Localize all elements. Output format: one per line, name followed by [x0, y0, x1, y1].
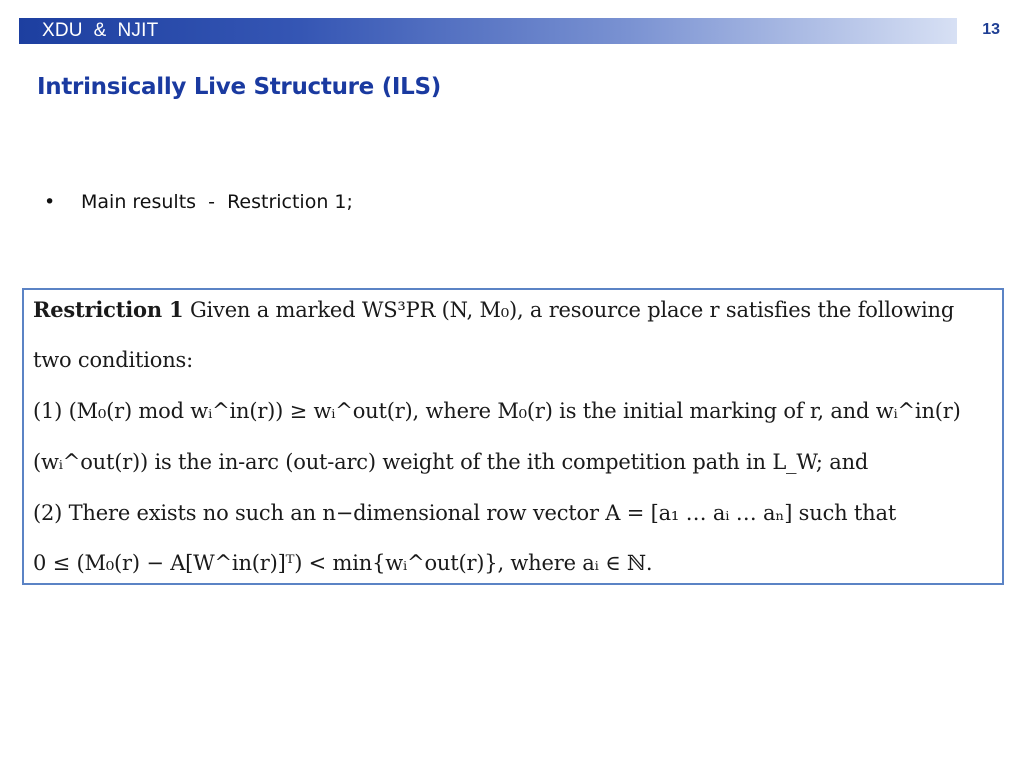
restriction-line-4: (wᵢ^out(r)) is the in-arc (out-arc) weight of the ith competition path in L_W; and — [33, 450, 869, 474]
restriction-box — [22, 288, 1004, 585]
bullet-icon: • — [44, 191, 56, 213]
page-number: 13 — [982, 21, 1000, 38]
restriction-line-3: (1) (M₀(r) mod wᵢ^in(r)) ≥ wᵢ^out(r), where M₀(r) is the initial marking of r, and wᵢ^in(r) — [33, 399, 961, 423]
header-bar — [19, 18, 957, 44]
slide-title: Intrinsically Live Structure (ILS) — [37, 74, 441, 100]
restriction-line-2: two conditions: — [33, 348, 193, 372]
bullet-text: Main results - Restriction 1; — [81, 191, 353, 213]
restriction-line-1-text: Given a marked WS³PR (N, M₀), a resource place r satisfies the following — [189, 298, 955, 322]
restriction-line-1 — [33, 297, 954, 322]
restriction-line-5: (2) There exists no such an n−dimensional row vector A = [a₁ … aᵢ … aₙ] such that — [33, 501, 897, 525]
restriction-line-6: 0 ≤ (M₀(r) − A[W^in(r)]ᵀ) < min{wᵢ^out(r)}, where aᵢ ∈ ℕ. — [33, 551, 653, 575]
restriction-heading: Restriction 1 — [33, 297, 184, 322]
header-org: XDU & NJIT — [42, 20, 159, 41]
